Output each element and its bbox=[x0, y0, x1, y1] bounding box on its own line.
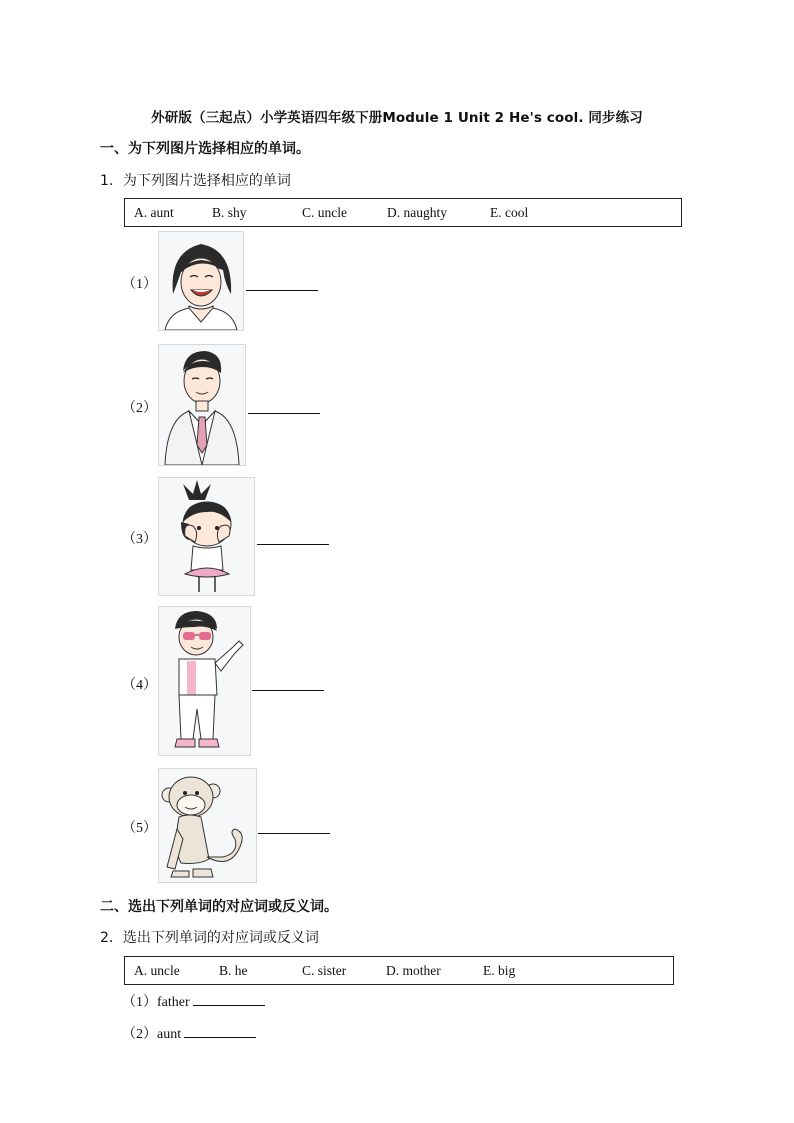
section-2-heading: 二、选出下列单词的对应词或反义词。 bbox=[100, 899, 338, 915]
q2-item-2-label: （2） bbox=[122, 1027, 157, 1042]
item-1-answer-blank[interactable] bbox=[246, 289, 318, 291]
monkey-picture bbox=[158, 768, 257, 883]
cool-boy-sunglasses-picture bbox=[158, 606, 251, 756]
option-e: E. cool bbox=[490, 205, 529, 220]
option-d: D. naughty bbox=[387, 205, 447, 220]
item-3-label: （3） bbox=[122, 532, 157, 547]
q2-item-1-answer-blank[interactable] bbox=[193, 1004, 265, 1006]
option-b: B. he bbox=[219, 963, 248, 978]
question-1-options-box bbox=[124, 198, 682, 227]
item-2-label: （2） bbox=[122, 401, 157, 416]
q2-item-2-answer-blank[interactable] bbox=[184, 1036, 256, 1038]
option-a: A. aunt bbox=[134, 205, 174, 220]
option-c: C. sister bbox=[302, 963, 347, 978]
smiling-woman-picture bbox=[158, 231, 244, 331]
item-1-label: （1） bbox=[122, 277, 157, 292]
q2-item-1-word: father bbox=[157, 995, 190, 1010]
question-2-options-box bbox=[124, 956, 674, 985]
section-1-heading: 一、为下列图片选择相应的单词。 bbox=[100, 141, 310, 157]
page-title: 外研版（三起点）小学英语四年级下册Module 1 Unit 2 He's cool. 同步练习 bbox=[151, 110, 643, 126]
option-d: D. mother bbox=[386, 963, 441, 978]
shy-girl-picture bbox=[158, 477, 255, 596]
question-2-text: 2．选出下列单词的对应词或反义词 bbox=[100, 930, 319, 946]
item-2-answer-blank[interactable] bbox=[248, 412, 320, 414]
option-c: C. uncle bbox=[302, 205, 347, 220]
option-b: B. shy bbox=[212, 205, 247, 220]
item-5-label: （5） bbox=[122, 821, 157, 836]
q2-item-1-label: （1） bbox=[122, 995, 157, 1010]
q2-item-2 bbox=[122, 1023, 256, 1043]
q2-item-1 bbox=[122, 991, 265, 1011]
item-3-answer-blank[interactable] bbox=[257, 543, 329, 545]
item-4-answer-blank[interactable] bbox=[252, 689, 324, 691]
q2-item-2-word: aunt bbox=[157, 1027, 182, 1042]
option-a: A. uncle bbox=[134, 963, 180, 978]
item-5-answer-blank[interactable] bbox=[258, 832, 330, 834]
question-1-text: 1．为下列图片选择相应的单词 bbox=[100, 173, 291, 189]
option-e: E. big bbox=[483, 963, 516, 978]
item-4-label: （4） bbox=[122, 678, 157, 693]
man-in-suit-picture bbox=[158, 344, 246, 466]
